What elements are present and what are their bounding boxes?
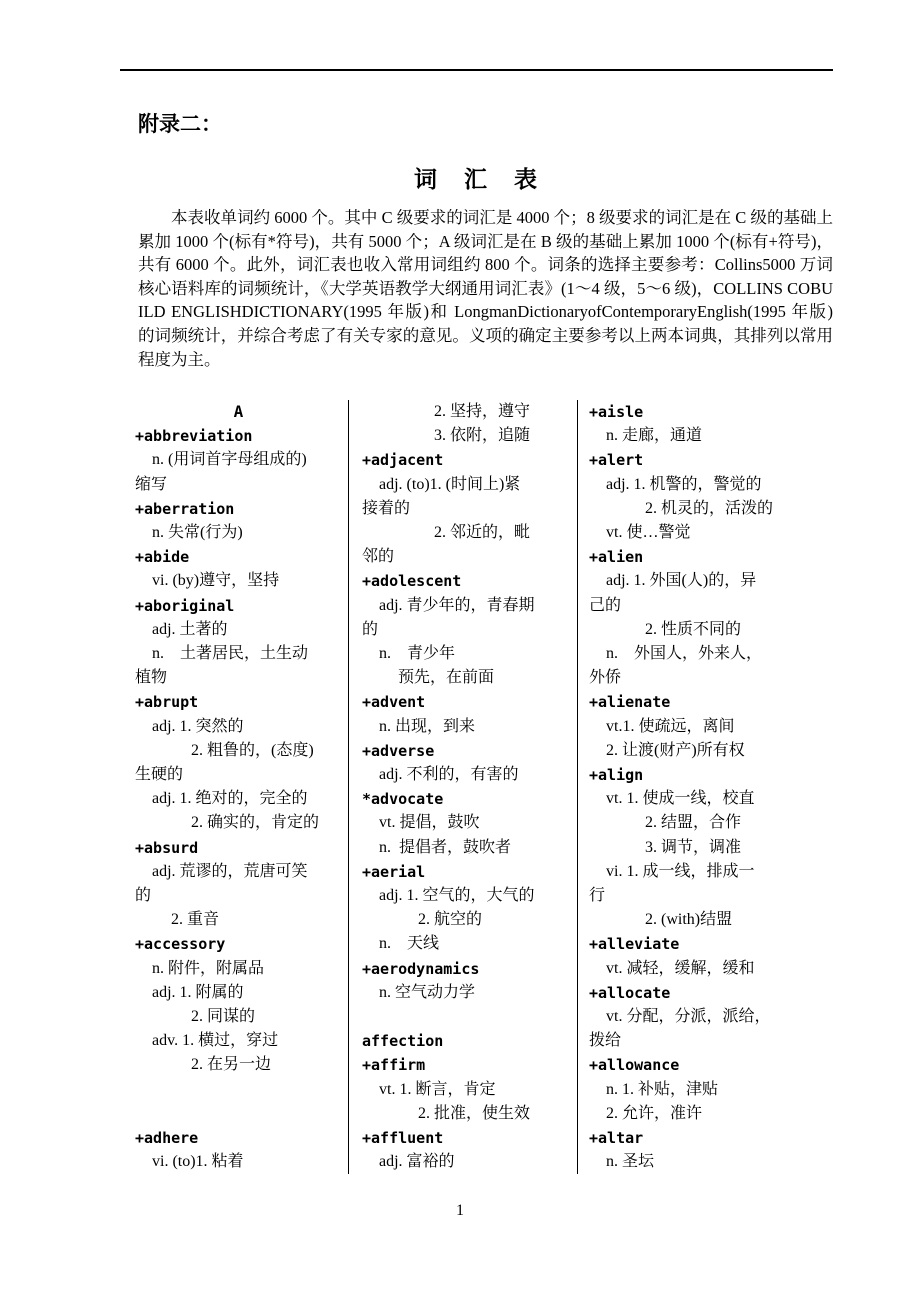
- vocab-headword: +aberration: [135, 499, 235, 518]
- vocab-definition-line: 2. 航空的: [418, 911, 483, 929]
- vocab-headword: +aisle: [589, 403, 644, 421]
- vocab-headword: +adhere: [135, 1129, 199, 1148]
- vocab-headword: +aerial: [362, 862, 426, 881]
- vocab-headword: +alert: [589, 451, 644, 470]
- vocab-headword: +alleviate: [589, 935, 680, 954]
- vocab-definition-line: 2. 坚持，遵守: [434, 403, 531, 420]
- header-rule: [120, 69, 833, 71]
- vocab-definition-line: n. 出现，到来: [379, 717, 476, 735]
- vocab-definition-line: n. 失常(行为): [152, 524, 243, 542]
- vocab-definition-line: 预先，在前面: [398, 669, 495, 687]
- vocab-headword: +align: [589, 766, 644, 785]
- vocab-definition-line: n. 天线: [379, 935, 440, 953]
- vocab-definition-line: adj. 1. 空气的，大气的: [379, 887, 535, 905]
- vocab-definition-line: 2. 机灵的，活泼的: [645, 499, 774, 517]
- vocab-headword: +adverse: [362, 741, 435, 760]
- spacer-line: [135, 1078, 342, 1102]
- letter-heading: A: [233, 402, 244, 421]
- vocab-definition-line: adj. 荒谬的，荒唐可笑: [152, 862, 308, 880]
- vocab-definition-line: 2. 同谋的: [191, 1008, 256, 1026]
- vocab-definition-line: adj. 1. 外国(人)的，异: [606, 572, 757, 590]
- vocab-definition-line: 2. 性质不同的: [645, 620, 742, 638]
- vocab-column-3: [578, 400, 833, 1174]
- vocab-headword: +affirm: [362, 1056, 426, 1075]
- vocab-definition-line: adj. 青少年的，青春期: [379, 596, 535, 614]
- vocab-definition-line: 3. 调节，调准: [645, 838, 742, 856]
- vocab-headword: +abide: [135, 548, 190, 567]
- vocab-definition-line: 己的: [589, 596, 622, 614]
- vocab-definition-line: vt. 1. 使成一线，校直: [606, 790, 755, 808]
- vocab-definition-line: 2. 结盟，合作: [645, 814, 742, 832]
- vocab-definition-line: 接着的: [362, 499, 411, 517]
- page-number: 1: [456, 1202, 464, 1219]
- vocab-headword: +allowance: [589, 1056, 680, 1075]
- vocab-headword: +alienate: [589, 693, 671, 712]
- vocab-definition-line: 2. (with)结盟: [645, 911, 733, 929]
- vocab-headword: +adjacent: [362, 451, 444, 470]
- vocab-headword: +advent: [362, 693, 426, 712]
- vocab-definition-line: 2. 允许，准许: [606, 1104, 703, 1122]
- vocab-definition-line: n. 提倡者，鼓吹者: [379, 838, 512, 856]
- vocab-headword: +accessory: [135, 935, 226, 954]
- vocab-definition-line: n. 附件，附属品: [152, 959, 265, 977]
- vocab-headword: +abrupt: [135, 693, 199, 712]
- vocab-definition-line: 拨给: [589, 1032, 622, 1050]
- vocab-definition-line: adj. (to)1. (时间上)紧: [379, 475, 521, 493]
- spacer-line: [135, 1102, 342, 1126]
- vocab-columns: [135, 400, 833, 1174]
- vocab-definition-line: 2. 重音: [171, 911, 220, 929]
- vocab-definition-line: n. 走廊，通道: [606, 427, 703, 445]
- vocab-headword: +alien: [589, 548, 644, 567]
- vocab-definition-line: adj. 1. 绝对的，完全的: [152, 790, 308, 808]
- vocab-definition-line: 行: [589, 887, 606, 905]
- spacer-line: [362, 1005, 573, 1029]
- vocab-definition-line: vi. (to)1. 粘着: [152, 1153, 244, 1171]
- vocab-definition-line: adj. 富裕的: [379, 1153, 455, 1171]
- vocab-headword: *advocate: [362, 790, 444, 809]
- vocab-definition-line: vi. (by)遵守，坚持: [152, 572, 280, 590]
- vocab-definition-line: 生硬的: [135, 766, 184, 784]
- vocab-column-2: [348, 400, 578, 1174]
- vocab-headword: +adolescent: [362, 572, 462, 591]
- vocab-headword: +abbreviation: [135, 427, 253, 446]
- vocab-definition-line: adj. 1. 突然的: [152, 717, 244, 735]
- vocab-definition-line: 2. 批准，使生效: [418, 1104, 531, 1122]
- vocab-definition-line: n. 圣坛: [606, 1153, 655, 1171]
- vocab-definition-line: 2. 让渡(财产)所有权: [606, 741, 745, 759]
- vocab-definition-line: adj. 土著的: [152, 620, 228, 638]
- vocab-headword: +aboriginal: [135, 596, 235, 615]
- vocab-definition-line: adj. 不利的，有害的: [379, 766, 519, 784]
- appendix-heading: 附录二：: [138, 112, 222, 136]
- vocab-headword: +aerodynamics: [362, 959, 480, 978]
- vocab-definition-line: 2. 在另一边: [191, 1056, 272, 1074]
- vocab-definition-line: 的: [362, 620, 379, 638]
- vocab-headword: affection: [362, 1032, 444, 1051]
- vocab-definition-line: 2. 粗鲁的，(态度): [191, 741, 314, 759]
- page-title: 词 汇 表: [414, 167, 539, 192]
- vocab-definition-line: adj. 1. 附属的: [152, 983, 244, 1001]
- vocab-column-1: [135, 400, 348, 1174]
- intro-paragraph: 本表收单词约 6000 个。其中 C 级要求的词汇是 4000 个；8 级要求的词汇是在 C 级的基础上累加 1000 个(标有*符号)，共有 5000 个；A 级词汇是在 B 级的基础上累加 1000 个(标有+符号)，共有 6000 个。此外，词汇表也收入常用词组约 800 个。词条的选择主要参考：Collins5000 万词核心语料库的词频统计，《大学英语教学大纲通用词汇表》(1～4 级，5～6 级)，COLLINS COBUILD ENGLISHDICTIONARY(1995 年版)和 LongmanDictionaryofContemporaryEnglish(1995 年版)的词频统计，并综合考虑了有关专家的意见。义项的确定主要参考以上两本词典，其排列以常用程度为主。: [138, 208, 833, 369]
- vocab-definition-line: 外侨: [589, 669, 622, 687]
- vocab-definition-line: vt. 使…警觉: [606, 524, 691, 542]
- vocab-headword: +absurd: [135, 838, 199, 857]
- vocab-definition-line: vt. 提倡，鼓吹: [379, 814, 480, 832]
- vocab-definition-line: n. 土著居民，土生动: [152, 645, 309, 663]
- vocab-definition-line: 邻的: [362, 548, 395, 566]
- vocab-definition-line: adj. 1. 机警的，警觉的: [606, 475, 762, 493]
- vocab-definition-line: 缩写: [135, 475, 168, 493]
- vocab-definition-line: 植物: [135, 669, 168, 687]
- vocab-definition-line: 2. 确实的，肯定的: [191, 814, 320, 832]
- vocab-headword: +affluent: [362, 1129, 444, 1148]
- vocab-definition-line: vt.1. 使疏远，离间: [606, 717, 735, 735]
- vocab-definition-line: n. 空气动力学: [379, 983, 476, 1001]
- vocab-definition-line: 2. 邻近的，毗: [434, 524, 531, 542]
- vocab-headword: +allocate: [589, 983, 671, 1002]
- vocab-definition-line: n. 1. 补贴，津贴: [606, 1080, 719, 1098]
- vocab-definition-line: n. 青少年: [379, 645, 456, 663]
- vocab-headword: +altar: [589, 1129, 644, 1148]
- vocab-definition-line: n. 外国人，外来人，: [606, 645, 763, 663]
- vocab-definition-line: vt. 分配，分派，派给，: [606, 1008, 771, 1026]
- vocab-definition-line: n. (用词首字母组成的): [152, 451, 307, 469]
- vocab-definition-line: vt. 减轻，缓解，缓和: [606, 959, 755, 977]
- vocab-definition-line: 3. 依附，追随: [434, 427, 531, 445]
- vocab-definition-line: 的: [135, 887, 152, 905]
- vocab-definition-line: adv. 1. 横过，穿过: [152, 1032, 279, 1050]
- vocab-definition-line: vi. 1. 成一线，排成一: [606, 862, 755, 880]
- vocab-definition-line: vt. 1. 断言，肯定: [379, 1080, 496, 1098]
